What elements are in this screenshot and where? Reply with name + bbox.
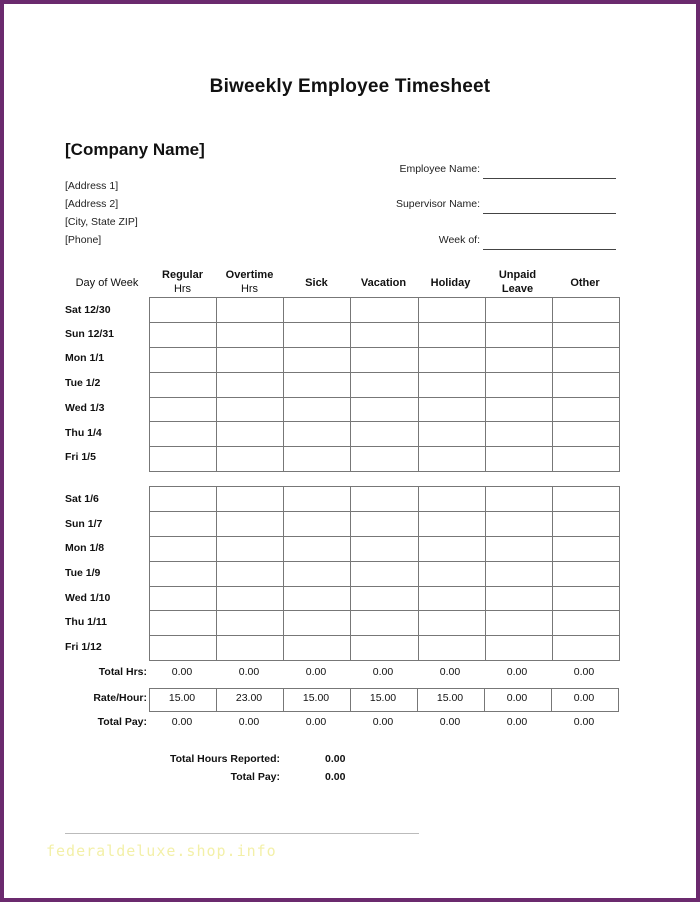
hours-cell[interactable] [552,298,619,323]
hours-cell[interactable] [284,511,351,536]
row-label-week2-3: Mon 1/8 [65,542,105,554]
hours-cell[interactable] [351,511,418,536]
company-name: [Company Name] [65,140,205,159]
hours-cell[interactable] [485,322,552,347]
hours-cell[interactable] [485,422,552,447]
hours-cell[interactable] [552,586,619,611]
hours-cell[interactable] [351,611,418,636]
hours-cell[interactable] [217,372,284,397]
hours-cell[interactable] [418,561,485,586]
summary-total-pay-label: Total Pay: [230,771,280,783]
hours-cell[interactable] [485,636,552,661]
hours-cell[interactable] [284,372,351,397]
col-regular-hrs [149,268,216,296]
hours-cell[interactable] [284,447,351,472]
hours-cell[interactable] [284,397,351,422]
week1-hours-grid [149,297,620,472]
total-hours-reported-value: 0.00 [325,753,346,765]
hours-cell[interactable] [552,322,619,347]
row-label-week2-5: Wed 1/10 [65,592,111,604]
row-label-week1-2: Sun 12/31 [65,328,115,340]
hours-cell[interactable] [485,561,552,586]
hours-cell[interactable] [284,561,351,586]
address-line-2: [Address 2] [65,198,119,210]
table-row [150,397,620,422]
hours-cell[interactable] [150,536,217,561]
col-regular-line2: Hrs [173,283,192,295]
hours-cell[interactable] [418,422,485,447]
row-label-week1-1: Sat 12/30 [65,304,111,316]
row-label-week1-7: Fri 1/5 [65,451,96,463]
table-row [150,447,620,472]
total-pay-overtime: 0.00 [238,716,260,728]
row-label-week2-1: Sat 1/6 [65,493,99,505]
hours-cell[interactable] [284,322,351,347]
table-row [150,422,620,447]
hours-cell[interactable] [485,372,552,397]
week2-hours-grid [149,486,620,661]
hours-cell[interactable] [485,298,552,323]
hours-cell[interactable] [284,586,351,611]
hours-cell[interactable] [485,487,552,512]
total-hours-reported-label: Total Hours Reported: [169,753,280,765]
col-unpaid-line1: Unpaid [498,269,537,281]
hours-cell[interactable] [150,487,217,512]
hours-cell[interactable] [418,487,485,512]
total-hrs-other: 0.00 [573,666,595,678]
total-hrs-label: Total Hrs: [98,666,147,678]
rate-other[interactable]: 0.00 [573,692,595,704]
rate-vacation[interactable]: 15.00 [369,692,397,704]
hours-cell[interactable] [351,561,418,586]
table-row [150,372,620,397]
table-row [150,511,620,536]
hours-cell[interactable] [284,636,351,661]
hours-cell[interactable] [217,586,284,611]
row-label-week2-6: Thu 1/11 [65,616,108,628]
employee-name-label: Employee Name: [399,163,480,175]
col-holiday: Holiday [430,277,471,289]
rate-regular[interactable]: 15.00 [168,692,196,704]
hours-cell[interactable] [552,422,619,447]
rate-hour-label: Rate/Hour: [93,692,147,704]
table-row [150,586,620,611]
hours-cell[interactable] [485,397,552,422]
total-pay-holiday: 0.00 [439,716,461,728]
supervisor-name-field[interactable] [483,213,616,214]
hours-cell[interactable] [351,347,418,372]
col-regular-line1: Regular [162,269,203,281]
hours-cell[interactable] [217,397,284,422]
table-row [150,347,620,372]
hours-cell[interactable] [552,561,619,586]
hours-cell[interactable] [418,347,485,372]
hours-cell[interactable] [150,636,217,661]
city-state-zip: [City, State ZIP] [65,216,138,228]
hours-cell[interactable] [552,372,619,397]
hours-cell[interactable] [150,511,217,536]
watermark-text: federaldeluxe.shop.info [46,842,277,860]
hours-cell[interactable] [552,397,619,422]
hours-cell[interactable] [552,347,619,372]
hours-cell[interactable] [217,636,284,661]
hours-cell[interactable] [351,447,418,472]
phone: [Phone] [65,234,102,246]
hours-cell[interactable] [418,372,485,397]
hours-cell[interactable] [217,298,284,323]
total-hrs-regular: 0.00 [171,666,193,678]
total-pay-unpaid: 0.00 [506,716,528,728]
hours-cell[interactable] [284,536,351,561]
hours-cell[interactable] [418,611,485,636]
hours-cell[interactable] [418,397,485,422]
hours-cell[interactable] [217,611,284,636]
row-label-week1-3: Mon 1/1 [65,352,105,364]
col-other: Other [570,277,600,289]
hours-cell[interactable] [552,487,619,512]
hours-cell[interactable] [351,586,418,611]
hours-cell[interactable] [217,447,284,472]
total-pay-label: Total Pay: [97,716,147,728]
hours-cell[interactable] [418,447,485,472]
hours-cell[interactable] [284,298,351,323]
total-hrs-overtime: 0.00 [238,666,260,678]
hours-cell[interactable] [150,422,217,447]
employee-name-field[interactable] [483,178,616,179]
week-of-label: Week of: [438,234,480,246]
table-row [150,322,620,347]
col-overtime-hrs [216,268,283,296]
col-unpaid-leave [484,268,551,296]
hours-cell[interactable] [217,322,284,347]
page-title: Biweekly Employee Timesheet [209,76,491,97]
hours-cell[interactable] [485,586,552,611]
hours-cell[interactable] [150,347,217,372]
hours-cell[interactable] [351,536,418,561]
hours-cell[interactable] [351,322,418,347]
hours-cell[interactable] [418,536,485,561]
hours-cell[interactable] [552,536,619,561]
total-pay-sick: 0.00 [305,716,327,728]
row-label-week1-4: Tue 1/2 [65,377,101,389]
hours-cell[interactable] [284,422,351,447]
col-overtime-line2: Hrs [240,283,259,295]
hours-cell[interactable] [150,372,217,397]
total-hrs-unpaid: 0.00 [506,666,528,678]
hours-cell[interactable] [217,511,284,536]
table-row [150,561,620,586]
week-of-field[interactable] [483,249,616,250]
total-pay-vacation: 0.00 [372,716,394,728]
hours-cell[interactable] [418,511,485,536]
hours-cell[interactable] [150,561,217,586]
hours-cell[interactable] [150,447,217,472]
rate-unpaid[interactable]: 0.00 [506,692,528,704]
table-row [150,298,620,323]
hours-cell[interactable] [217,347,284,372]
hours-cell[interactable] [284,347,351,372]
col-vacation: Vacation [360,277,407,289]
col-unpaid-line2: Leave [501,283,534,295]
address-line-1: [Address 1] [65,180,119,192]
row-label-week2-7: Fri 1/12 [65,641,102,653]
hours-cell[interactable] [485,447,552,472]
table-row [150,611,620,636]
hours-cell[interactable] [418,636,485,661]
hours-cell[interactable] [284,611,351,636]
hours-cell[interactable] [150,611,217,636]
hours-cell[interactable] [284,487,351,512]
row-label-week1-5: Wed 1/3 [65,402,105,414]
rate-overtime[interactable]: 23.00 [235,692,263,704]
hours-cell[interactable] [552,636,619,661]
supervisor-name-label: Supervisor Name: [395,198,480,210]
hours-cell[interactable] [351,422,418,447]
hours-cell[interactable] [351,487,418,512]
summary-total-pay-value: 0.00 [325,771,346,783]
rate-holiday[interactable]: 15.00 [436,692,464,704]
hours-cell[interactable] [485,511,552,536]
hours-cell[interactable] [485,611,552,636]
total-pay-regular: 0.00 [171,716,193,728]
table-row [150,636,620,661]
hours-cell[interactable] [418,298,485,323]
total-hrs-vacation: 0.00 [372,666,394,678]
table-row [150,487,620,512]
hours-cell[interactable] [351,636,418,661]
hours-cell[interactable] [351,372,418,397]
total-hrs-sick: 0.00 [305,666,327,678]
hours-cell[interactable] [552,511,619,536]
hours-cell[interactable] [217,536,284,561]
hours-cell[interactable] [150,397,217,422]
footer-divider [65,833,419,834]
col-overtime-line1: Overtime [225,269,274,281]
hours-cell[interactable] [351,397,418,422]
timesheet-page [4,4,696,898]
hours-cell[interactable] [552,611,619,636]
total-pay-other: 0.00 [573,716,595,728]
hours-cell[interactable] [351,298,418,323]
hours-cell[interactable] [418,586,485,611]
rate-sick[interactable]: 15.00 [302,692,330,704]
hours-cell[interactable] [485,536,552,561]
hours-cell[interactable] [150,322,217,347]
hours-cell[interactable] [418,322,485,347]
hours-cell[interactable] [217,422,284,447]
hours-cell[interactable] [217,561,284,586]
row-label-week2-2: Sun 1/7 [65,518,103,530]
col-sick: Sick [305,277,328,289]
hours-cell[interactable] [150,298,217,323]
hours-cell[interactable] [552,447,619,472]
table-row [150,536,620,561]
row-label-week2-4: Tue 1/9 [65,567,101,579]
row-label-week1-6: Thu 1/4 [65,427,102,439]
total-hrs-holiday: 0.00 [439,666,461,678]
col-day-of-week: Day of Week [75,277,139,289]
hours-cell[interactable] [217,487,284,512]
hours-cell[interactable] [485,347,552,372]
hours-cell[interactable] [150,586,217,611]
